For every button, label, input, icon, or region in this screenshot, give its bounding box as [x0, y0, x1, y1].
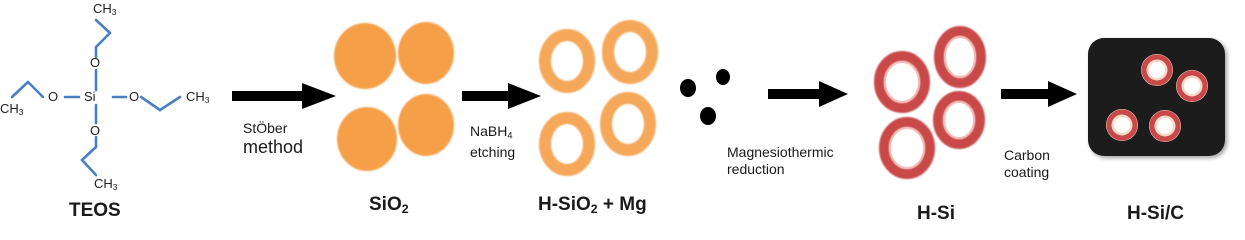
stage-hsi-label: H-Si: [917, 203, 955, 224]
step-stober-line2: method: [243, 137, 304, 157]
hsic-particle: [1149, 110, 1181, 142]
teos-label: TEOS: [69, 200, 121, 221]
teos-o-left: O: [48, 89, 59, 104]
teos-ch3-bottom: $CH_3$: [94, 176, 118, 193]
step-carbon-label: [1004, 147, 1050, 181]
teos-ch3-left: $CH_3$: [0, 101, 24, 118]
step-magnesio-line1: Magnesiothermic: [727, 144, 834, 160]
hollow-sio2-particles: [545, 26, 652, 170]
step-nabh4-label: [470, 123, 515, 161]
teos-ch3-right: $CH_3$: [186, 89, 210, 106]
teos-ch3-top: $CH_3$: [93, 1, 117, 18]
sio2-sphere: [337, 107, 397, 171]
step-carbon-line2: coating: [1004, 164, 1050, 180]
sio2-sphere: [398, 94, 454, 156]
hsic-particle: [1106, 109, 1138, 141]
teos-o-right: O: [129, 89, 140, 104]
hollow-sio2-ring: [606, 98, 650, 150]
step-stober-label: [243, 120, 303, 158]
step-nabh4-line1: NaBH$_4$: [470, 123, 513, 141]
mg-dot: [700, 107, 716, 125]
hollow-sio2-ring: [608, 26, 652, 78]
sio2-particles: [334, 22, 454, 171]
arrow-magnesio: [768, 81, 848, 107]
mg-dot: [716, 69, 730, 85]
step-stober-line1: StÖber: [243, 120, 288, 136]
teos-si: Si: [84, 89, 96, 104]
step-nabh4-line2: etching: [470, 144, 516, 161]
hsic-particle: [1176, 70, 1208, 102]
teos-o-top: O: [90, 55, 101, 70]
stage-sio2-label: SiO$_2$: [369, 194, 409, 217]
step-magnesio-label: [727, 144, 834, 178]
carbon-matrix: [1088, 38, 1225, 156]
stage-hsic-label: H-Si/C: [1127, 203, 1184, 224]
arrow-carbon: [1001, 81, 1077, 107]
hollow-sio2-ring: [545, 35, 589, 87]
mg-dot: [680, 79, 696, 97]
sio2-sphere: [334, 23, 396, 89]
sio2-sphere: [398, 22, 454, 84]
teos-o-bottom: O: [90, 123, 101, 138]
step-magnesio-line2: reduction: [727, 161, 785, 177]
hsic-particle: [1141, 54, 1173, 86]
hollow-sio2-ring: [545, 118, 589, 170]
arrow-nabh4: [462, 83, 541, 109]
mg-particles: [680, 69, 730, 125]
step-carbon-line1: Carbon: [1004, 147, 1050, 163]
arrow-stober: [232, 83, 336, 109]
hollow-si-particles: [879, 31, 981, 174]
stage-hsio2-mg-label: H-SiO$_2$ + Mg: [538, 194, 647, 217]
